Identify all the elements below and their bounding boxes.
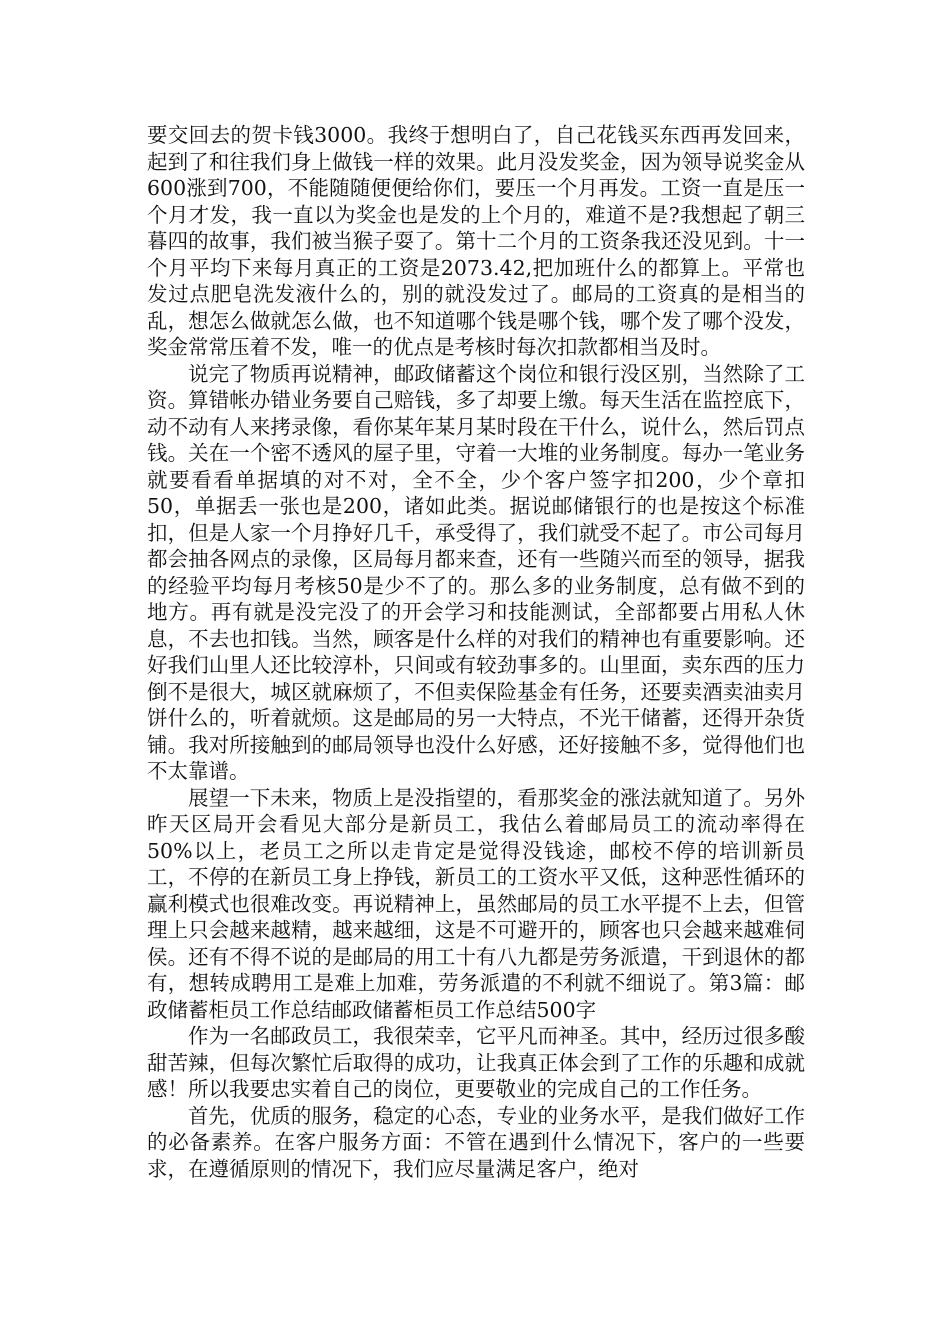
paragraph-2: 说完了物质再说精神，邮政储蓄这个岗位和银行没区别，当然除了工资。算错帐办错业务要自己赔钱，多了却要上缴。每天生活在监控底下，动不动有人来拷录像，看你某年某月某时段在干什么，说什么，然后罚点钱。关在一个密不透风的屋子里，守着一大堆的业务制度。每办一笔业务就要看看单据填的对不对，全不全，少个客户签字扣200，少个章扣50，单据丢一张也是200，诸如此类。据说邮储银行的也是按这个标准扣，但是人家一个月挣好几千，承受得了，我们就受不起了。市公司每月都会抽各网点的录像，区局每月都来查，还有一些随兴而至的领导，据我的经验平均每月考核50是少不了的。那么多的业务制度，总有做不到的地方。再有就是没完没了的开会学习和技能测试，全部都要占用私人休息，不去也扣钱。当然，顾客是什么样的对我们的精神也有重要影响。还好我们山里人还比较淳朴，只间或有较劲事多的。山里面，卖东西的压力倒不是很大，城区就麻烦了，不但卖保险基金有任务，还要卖酒卖油卖月饼什么的，听着就烦。这是邮局的另一大特点，不光干储蓄，还得开杂货铺。我对所接触到的邮局领导也没什么好感，还好接触不多，觉得他们也不太靠谱。 <box>147 361 805 783</box>
paragraph-5: 首先，优质的服务，稳定的心态，专业的业务水平，是我们做好工作的必备素养。在客户服务方面：不管在遇到什么情况下，客户的一些要求，在遵循原则的情况下，我们应尽量满足客户，绝对 <box>147 1103 805 1181</box>
paragraph-1: 要交回去的贺卡钱3000。我终于想明白了，自己花钱买东西再发回来，起到了和往我们身上做钱一样的效果。此月没发奖金，因为领导说奖金从600涨到700，不能随随便便给你们，要压一个月再发。工资一直是压一个月才发，我一直以为奖金也是发的上个月的，难道不是?我想起了朝三暮四的故事，我们被当猴子耍了。第十二个月的工资条我还没见到。十一个月平均下来每月真正的工资是2073.42,把加班什么的都算上。平常也发过点肥皂洗发液什么的，别的就没发过了。邮局的工资真的是相当的乱，想怎么做就怎么做，也不知道哪个钱是哪个钱，哪个发了哪个没发，奖金常常压着不发，唯一的优点是考核时每次扣款都相当及时。 <box>147 123 805 359</box>
document-page <box>147 122 805 1182</box>
paragraph-4: 作为一名邮政员工，我很荣幸，它平凡而神圣。其中，经历过很多酸甜苦辣，但每次繁忙后取得的成功，让我真正体会到了工作的乐趣和成就感！所以我要忠实着自己的岗位，更要敬业的完成自己的工作任务。 <box>147 1024 805 1101</box>
paragraph-3 <box>147 785 805 1024</box>
section-title: 第3篇：邮政储蓄柜员工作总结邮政储蓄柜员工作总结500字 <box>147 971 805 1022</box>
paragraph-3-body: 展望一下未来，物质上是没指望的，看那奖金的涨法就知道了。另外昨天区局开会看见大部分是新员工，我估么着邮局员工的流动率得在50%以上，老员工之所以走肯定是觉得没钱途，邮校不停的培训新员工，不停的在新员工身上挣钱，新员工的工资水平又低，这种恶性循环的赢利模式也很难改变。再说精神上，虽然邮局的员工水平提不上去，但管理上只会越来越精，越来越细，这是不可避开的，顾客也只会越来越难伺侯。还有不得不说的是邮局的用工十有八九都是劳务派遣，干到退休的都有，想转成聘用工是难上加难，劳务派遣的不利就不细说了。 <box>147 785 805 995</box>
